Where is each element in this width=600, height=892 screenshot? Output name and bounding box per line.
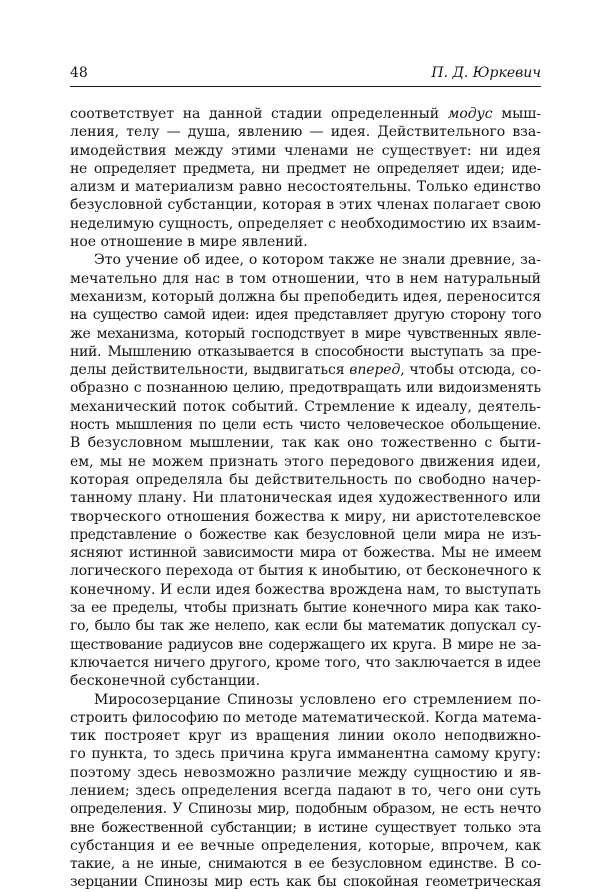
text-line: представление о божестве как безусловной цели мира не изъ-: [70, 526, 541, 543]
text-line: го пункта, то здесь причина круга имманентна самому кругу:: [70, 746, 541, 763]
text-line: ления, телу — душа, явлению — идея. Действительного вза-: [70, 124, 541, 141]
body-text: [70, 105, 541, 892]
text-line: субстанция и ее вечные определения, которые, впрочем, как: [70, 837, 541, 854]
text-line: имодействия между этими членами не существует: ни идея: [70, 142, 541, 159]
text-line: которая определяла бы действительность по свободно начер-: [70, 471, 541, 488]
text-line: логического перехода от бытия к инобытию, от бесконечного к: [70, 563, 541, 580]
text-line: определения. У Спинозы мир, подобным образом, не есть нечто: [70, 801, 541, 818]
text-line: поэтому здесь невозможно различие между сущностию и яв-: [70, 764, 541, 781]
text-line: тик построяет круг из вращения линии около неподвижно-: [70, 728, 541, 745]
text-line: ное отношение в мире явлений.: [70, 234, 308, 251]
text-line: мечательно для нас в том отношении, что в нем натуральный: [70, 270, 541, 287]
text-line: творческого отношения божества к миру, ни аристотелевское: [70, 508, 541, 525]
text-line: ализм и материализм равно несостоятельны. Только единство: [70, 179, 541, 196]
text-line: механизм, который должна бы препобедить идея, переносится: [70, 288, 541, 305]
text-line: ключается ничего другого, кроме того, что заключается в идее: [70, 654, 541, 671]
text-line: вне божественной субстанции; в истине существует только эта: [70, 819, 541, 836]
text-line: конечному. И если идея божества врождена нам, то выступать: [70, 581, 541, 598]
text-line: безусловной субстанции, которая в этих членах полагает свою: [70, 197, 541, 214]
text-line: ний. Мышлению отказывается в способности выступать за пре-: [70, 343, 541, 360]
text-line: зерцании Спинозы мир есть как бы спокойная геометрическая: [70, 874, 541, 891]
running-head-author: П. Д. Юркевич: [431, 65, 541, 81]
text-line: ем, мы не можем признать этого передового движения идеи,: [70, 453, 541, 470]
text-line: го, было бы так же нелепо, как если бы математик допускал су-: [70, 618, 541, 635]
emphasis-vpered: вперед: [349, 362, 401, 379]
text-line: соответствует на данной стадии определенный модус мыш-: [70, 106, 541, 122]
text-line: же механизма, который господствует в мире чувственных явле-: [70, 325, 541, 342]
text-line: бесконечной субстанции.: [70, 673, 261, 690]
text-line: механический поток событий. Стремление к идеалу, деятель-: [70, 398, 541, 415]
page-number: 48: [70, 65, 88, 81]
text-line: неделимую сущность, определяет с необходимостию их взаим-: [70, 215, 541, 232]
text-line: за ее пределы, чтобы признать бытие конечного мира как тако-: [70, 600, 541, 617]
text-line: Это учение об идее, о котором также не знали древние, за-: [94, 252, 541, 269]
text-line: строить философию по методе математической. Когда матема-: [70, 709, 541, 726]
text-line: такие, а не иные, снимаются в ее безусловном единстве. В со-: [70, 856, 541, 873]
emphasis-modus: модус: [447, 106, 493, 122]
text-line: ясняют истинной зависимости мира от божества. Мы не имеем: [70, 545, 541, 562]
text-line: образно с познанною целию, предотвращать или видоизменять: [70, 380, 541, 397]
text-line: Миросозерцание Спинозы условлено его стремлением по-: [94, 691, 541, 708]
text-line: на существо самой идеи: идея представляет другую сторону того: [70, 307, 541, 324]
text-line: делы действительности, выдвигаться вперед, чтобы отсюда, со-: [70, 362, 541, 379]
text-line: ществование радиусов вне содержащего их круга. В мире не за-: [70, 636, 541, 653]
text-line: ность мышления по цели есть чисто человеческое обольщение.: [70, 417, 541, 434]
text-line: В безусловном мышлении, так как оно тожественно с быти-: [70, 435, 541, 452]
text-line: лением; здесь определения всегда падают в то, чего они суть: [70, 782, 541, 799]
text-line: не определяет предмета, ни предмет не определяет идеи; иде-: [70, 160, 541, 177]
text-line: танному плану. Ни платоническая идея художественного или: [70, 490, 541, 507]
running-header: [70, 62, 541, 87]
